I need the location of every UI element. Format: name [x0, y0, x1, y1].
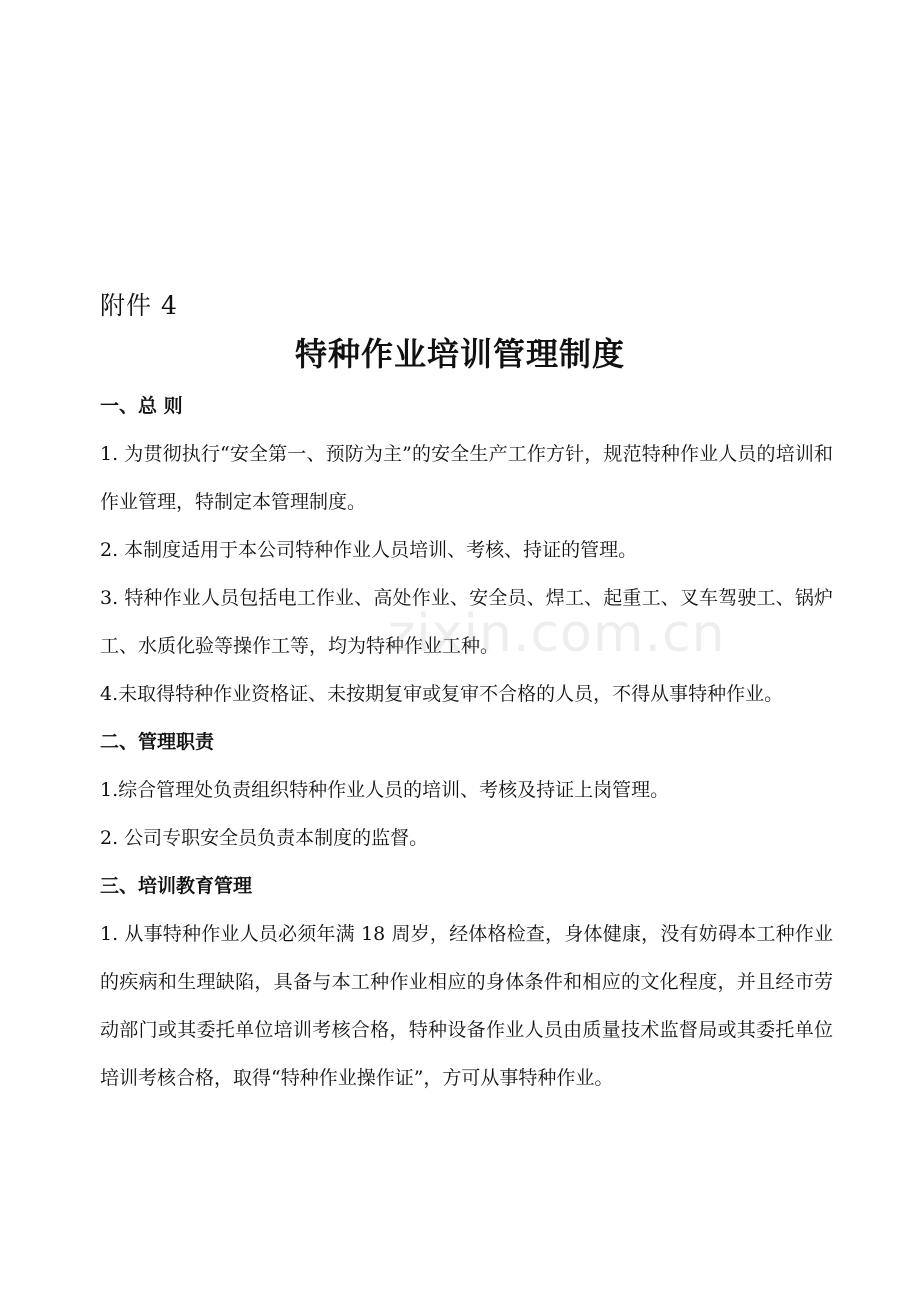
paragraph: 4.未取得特种作业资格证、未按期复审或复审不合格的人员，不得从事特种作业。: [100, 683, 784, 705]
paragraph: 2. 公司专职安全员负责本制度的监督。: [100, 827, 429, 849]
attachment-label: 附件 4: [100, 291, 178, 320]
document-title: 特种作业培训管理制度: [294, 335, 625, 373]
paragraph: 3. 特种作业人员包括电工作业、高处作业、安全员、焊工、起重工、叉车驾驶工、锅炉工、水质化验等操作工等，均为特种作业工种。: [100, 587, 833, 657]
watermark: zixin.com.cn: [388, 604, 726, 664]
section-heading: 一、总 则: [100, 395, 183, 417]
section-training: [100, 862, 833, 1102]
paragraph: 2. 本制度适用于本公司特种作业人员培训、考核、持证的管理。: [100, 539, 638, 561]
paragraph: 1. 从事特种作业人员必须年满 18 周岁，经体格检查，身体健康，没有妨碍本工种作业的疾病和生理缺陷，具备与本工种作业相应的身体条件和相应的文化程度，并且经市劳动部门或其委托单位培训考核合格，特种设备作业人员由质量技术监督局或其委托单位培训考核合格，取得“特种作业操作证”，方可从事特种作业。: [100, 923, 833, 1089]
section-general: [100, 382, 833, 718]
section-heading: 三、培训教育管理: [100, 875, 253, 897]
document-body: [100, 382, 833, 1102]
section-responsibilities: [100, 718, 833, 862]
section-heading: 二、管理职责: [100, 731, 215, 753]
paragraph: 1.综合管理处负责组织特种作业人员的培训、考核及持证上岗管理。: [100, 779, 670, 801]
paragraph: 1. 为贯彻执行“安全第一、预防为主”的安全生产工作方针，规范特种作业人员的培训和作业管理，特制定本管理制度。: [100, 443, 833, 513]
